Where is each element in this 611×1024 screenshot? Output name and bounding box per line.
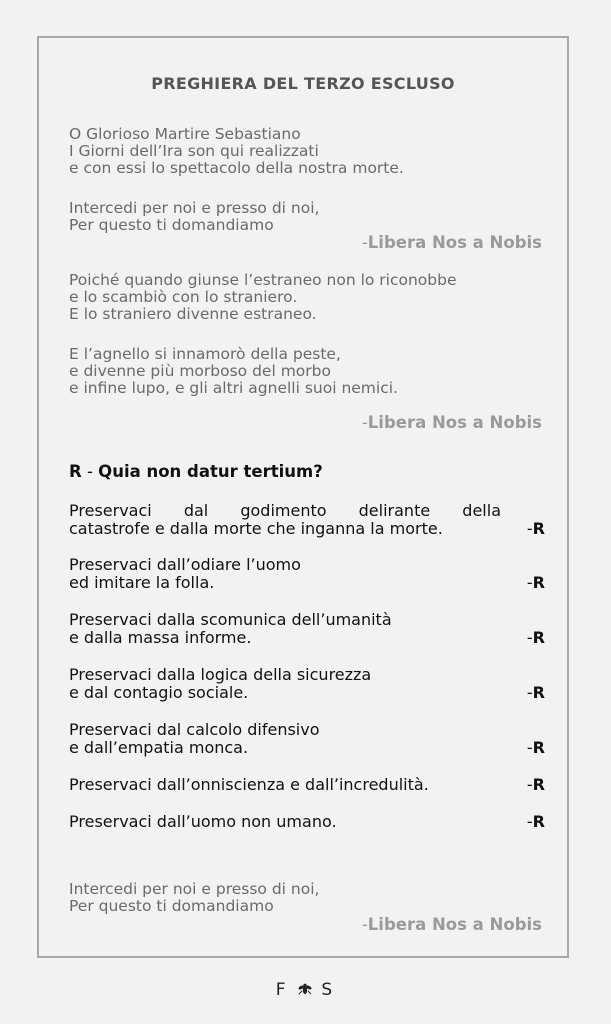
petition-line: ed imitare la folla. [69, 573, 215, 592]
stanza-line: e con essi lo spettacolo della nostra morte. [69, 159, 404, 177]
petition [69, 721, 545, 757]
response-mark [527, 520, 545, 538]
refrain-dash: - [361, 413, 368, 432]
footer-logo [0, 980, 611, 1000]
response-mark [527, 684, 545, 702]
petition-line: Preservaci dal calcolo difensivo [69, 720, 320, 739]
prayer-card [37, 36, 569, 958]
stanza-4 [69, 346, 549, 397]
refrain [362, 233, 542, 252]
response-mark-dash: - [526, 812, 533, 831]
petition [69, 776, 545, 794]
refrain-text: Libera Nos a Nobis [367, 233, 542, 252]
petition [69, 666, 545, 702]
petition-line: e dal contagio sociale. [69, 683, 249, 702]
stanza-line: Intercedi per noi e presso di noi, [69, 880, 320, 898]
petition [69, 611, 545, 647]
refrain-dash: - [361, 233, 368, 252]
stanza-line: E lo straniero divenne estraneo. [69, 305, 317, 323]
response-letter: R [69, 462, 82, 481]
petition-line: Preservaci dalla scomunica dell’umanità [69, 610, 392, 629]
stanza-3 [69, 272, 549, 323]
stanza-1 [69, 126, 549, 177]
response-mark [527, 574, 545, 592]
stanza-line: Per questo ti domandiamo [69, 897, 274, 915]
response-mark-dash: - [526, 628, 533, 647]
refrain [362, 915, 542, 934]
petition-line: catastrofe e dalla morte che inganna la morte. [69, 519, 443, 538]
response-question: Quia non datur tertium? [98, 462, 323, 481]
petition-line: e dalla massa informe. [69, 628, 252, 647]
petition [69, 556, 545, 592]
response-mark-letter: R [532, 775, 545, 794]
petition-line: Preservaci dalla logica della sicurezza [69, 665, 372, 684]
stanza-line: e divenne più morboso del morbo [69, 362, 331, 380]
response-mark [527, 739, 545, 757]
refrain-text: Libera Nos a Nobis [367, 413, 542, 432]
response-separator: - [81, 462, 99, 481]
logo-letter-right: S [321, 980, 336, 1000]
refrain-dash: - [361, 915, 368, 934]
response-mark-dash: - [526, 683, 533, 702]
stanza-line: E l’agnello si innamorò della peste, [69, 345, 341, 363]
response-mark-letter: R [532, 519, 545, 538]
petition-line: Preservaci dall’odiare l’uomo [69, 555, 301, 574]
response-mark-dash: - [526, 519, 533, 538]
response-mark-letter: R [532, 683, 545, 702]
stanza-line: O Glorioso Martire Sebastiano [69, 125, 301, 143]
stanza-line: e infine lupo, e gli altri agnelli suoi nemici. [69, 379, 398, 397]
response-mark-letter: R [532, 628, 545, 647]
response-mark-dash: - [526, 775, 533, 794]
stanza-line: I Giorni dell’Ira son qui realizzati [69, 142, 319, 160]
response-mark-letter: R [532, 573, 545, 592]
page-title: PREGHIERA DEL TERZO ESCLUSO [151, 74, 455, 93]
response-mark-dash: - [526, 573, 533, 592]
petition [69, 813, 545, 831]
stanza-5 [69, 881, 549, 915]
response-mark-dash: - [526, 738, 533, 757]
fly-icon [297, 980, 321, 1000]
stanza-line: Poiché quando giunse l’estraneo non lo riconobbe [69, 271, 457, 289]
refrain [362, 413, 542, 432]
response-heading [69, 462, 323, 481]
logo-letter-left: F [275, 980, 289, 1000]
response-mark-letter: R [532, 738, 545, 757]
response-mark [527, 813, 545, 831]
stanza-line: Intercedi per noi e presso di noi, [69, 199, 320, 217]
petition-line: Preservaci dall’uomo non umano. [69, 812, 337, 831]
response-mark-letter: R [532, 812, 545, 831]
stanza-line: Per questo ti domandiamo [69, 216, 274, 234]
stanza-2 [69, 200, 549, 234]
response-mark [527, 629, 545, 647]
stanza-line: e lo scambiò con lo straniero. [69, 288, 298, 306]
refrain-text: Libera Nos a Nobis [367, 915, 542, 934]
petition-line: Preservaci dal godimento delirante della [69, 501, 501, 520]
response-mark [527, 776, 545, 794]
petition-line: Preservaci dall’onniscienza e dall’incredulità. [69, 775, 429, 794]
petition [69, 502, 545, 538]
petition-line: e dall’empatia monca. [69, 738, 249, 757]
